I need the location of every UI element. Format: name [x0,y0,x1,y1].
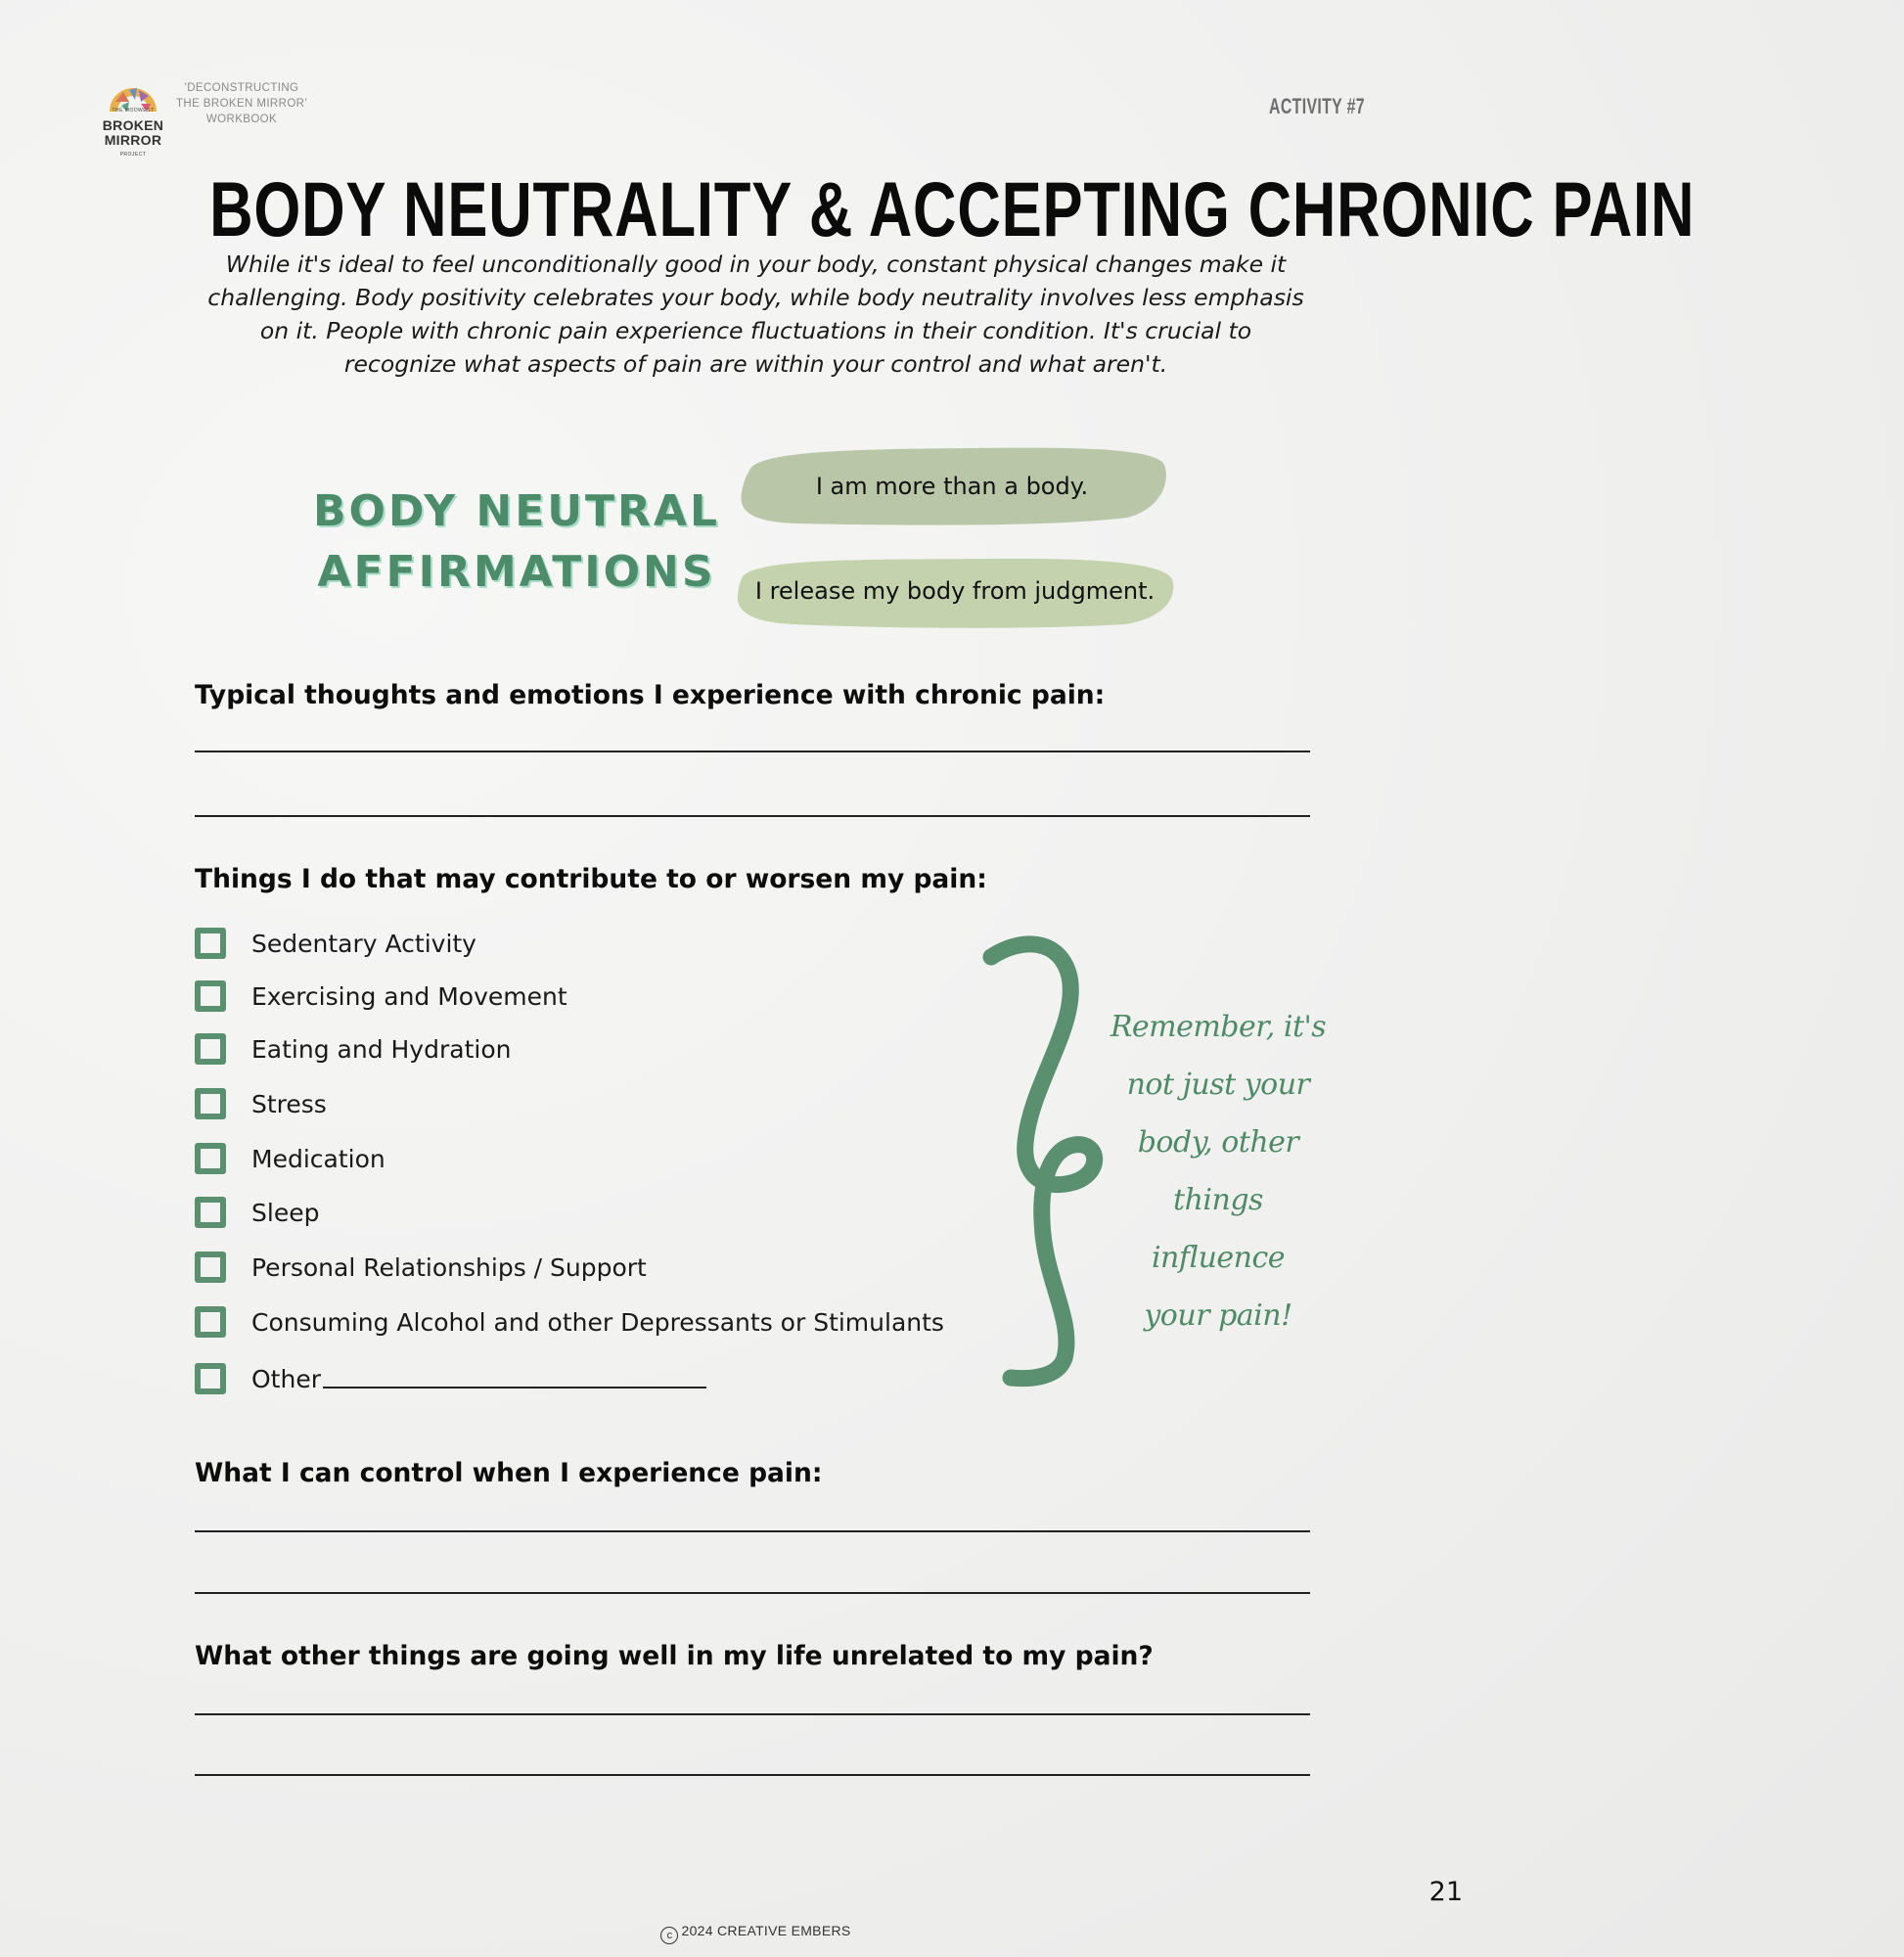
checkbox[interactable] [195,1088,226,1119]
remember-line: Remember, it's [1110,1010,1327,1044]
affirmations-heading-line: BODY NEUTRAL [312,486,721,536]
answer-line[interactable] [195,1592,1310,1594]
checklist-label: Medication [251,1144,385,1173]
checklist-label: Other [251,1364,321,1393]
other-answer-line[interactable] [323,1369,706,1388]
checklist-item[interactable] [195,1252,647,1283]
copyright-icon: c [660,1927,678,1944]
remember-line: things influence [1151,1183,1286,1275]
remember-line: your pain! [1144,1298,1292,1333]
checklist-label: Eating and Hydration [251,1034,512,1064]
remember-line: not just your [1126,1068,1310,1102]
answer-line[interactable] [195,815,1310,817]
checklist-label: Sedentary Activity [251,929,476,958]
checklist-item[interactable] [195,928,476,959]
copyright-text: 2024 CREATIVE EMBERS [681,1923,851,1938]
checklist-label: Personal Relationships / Support [251,1252,647,1282]
question-contributors: Things I do that may contribute to or worsen my pain: [195,864,987,894]
affirmation-pill [736,445,1168,527]
question-control: What I can control when I experience pain: [195,1458,823,1488]
logo-wordmark: THE MODWEST BROKEN MIRROR PROJECT [102,108,164,158]
activity-label: ACTIVITY #7 [1269,94,1365,118]
affirmation-text: I am more than a body. [815,473,1089,500]
checklist-item[interactable] [195,980,567,1012]
checkbox[interactable] [195,928,226,959]
checklist-item[interactable] [195,1143,385,1174]
question-thoughts: Typical thoughts and emotions I experience with chronic pain: [195,680,1106,710]
checkbox[interactable] [195,1143,226,1174]
checklist-item[interactable] [195,1197,319,1228]
workbook-label [168,80,315,127]
answer-line[interactable] [195,1530,1310,1532]
checklist-item[interactable] [195,1033,511,1065]
checklist-label: Exercising and Movement [251,981,567,1011]
question-going-well: What other things are going well in my life unrelated to my pain? [195,1641,1154,1671]
checkbox[interactable] [195,980,226,1012]
checkbox[interactable] [195,1033,226,1065]
page-number: 21 [1428,1877,1463,1907]
affirmation-text: I release my body from judgment. [754,577,1156,605]
checklist-label: Consuming Alcohol and other Depressants or Stimulants [251,1307,944,1337]
checkbox[interactable] [195,1363,226,1394]
answer-line[interactable] [195,1774,1310,1776]
checklist-item[interactable] [195,1306,944,1338]
checkbox[interactable] [195,1252,226,1283]
workbook-line: 'DECONSTRUCTING [184,82,299,94]
remember-note [1106,998,1331,1344]
intro-line: recognize what aspects of pain are within your control and what aren't. [343,350,1168,378]
affirmations-heading-line: AFFIRMATIONS [317,547,716,597]
copyright-footer [0,1923,1512,1944]
remember-line: body, other [1137,1125,1299,1160]
intro-line: on it. People with chronic pain experience fluctuations in their condition. It's crucial to [259,317,1252,344]
page-title [0,164,1696,254]
checkbox[interactable] [195,1197,226,1228]
affirmation-pill [734,554,1176,628]
answer-line[interactable] [195,1713,1310,1715]
checklist-label: Stress [251,1089,327,1118]
answer-line[interactable] [195,751,1310,752]
checklist-label: Sleep [251,1198,320,1227]
curly-brace-icon [981,928,1118,1388]
page-title-text: BODY NEUTRALITY & ACCEPTING CHRONIC PAIN [209,165,1696,252]
affirmations-heading [311,481,722,603]
intro-line: While it's ideal to feel unconditionally good in your body, constant physical changes make it [225,250,1287,278]
intro-paragraph [157,248,1355,381]
workbook-line: WORKBOOK [205,114,278,125]
checklist-item[interactable] [195,1363,706,1394]
workbook-line: THE BROKEN MIRROR' [176,98,307,110]
intro-line: challenging. Body positivity celebrates your body, while body neutrality involves less emphasis [207,284,1304,311]
checkbox[interactable] [195,1306,226,1338]
checklist-item[interactable] [195,1088,327,1119]
